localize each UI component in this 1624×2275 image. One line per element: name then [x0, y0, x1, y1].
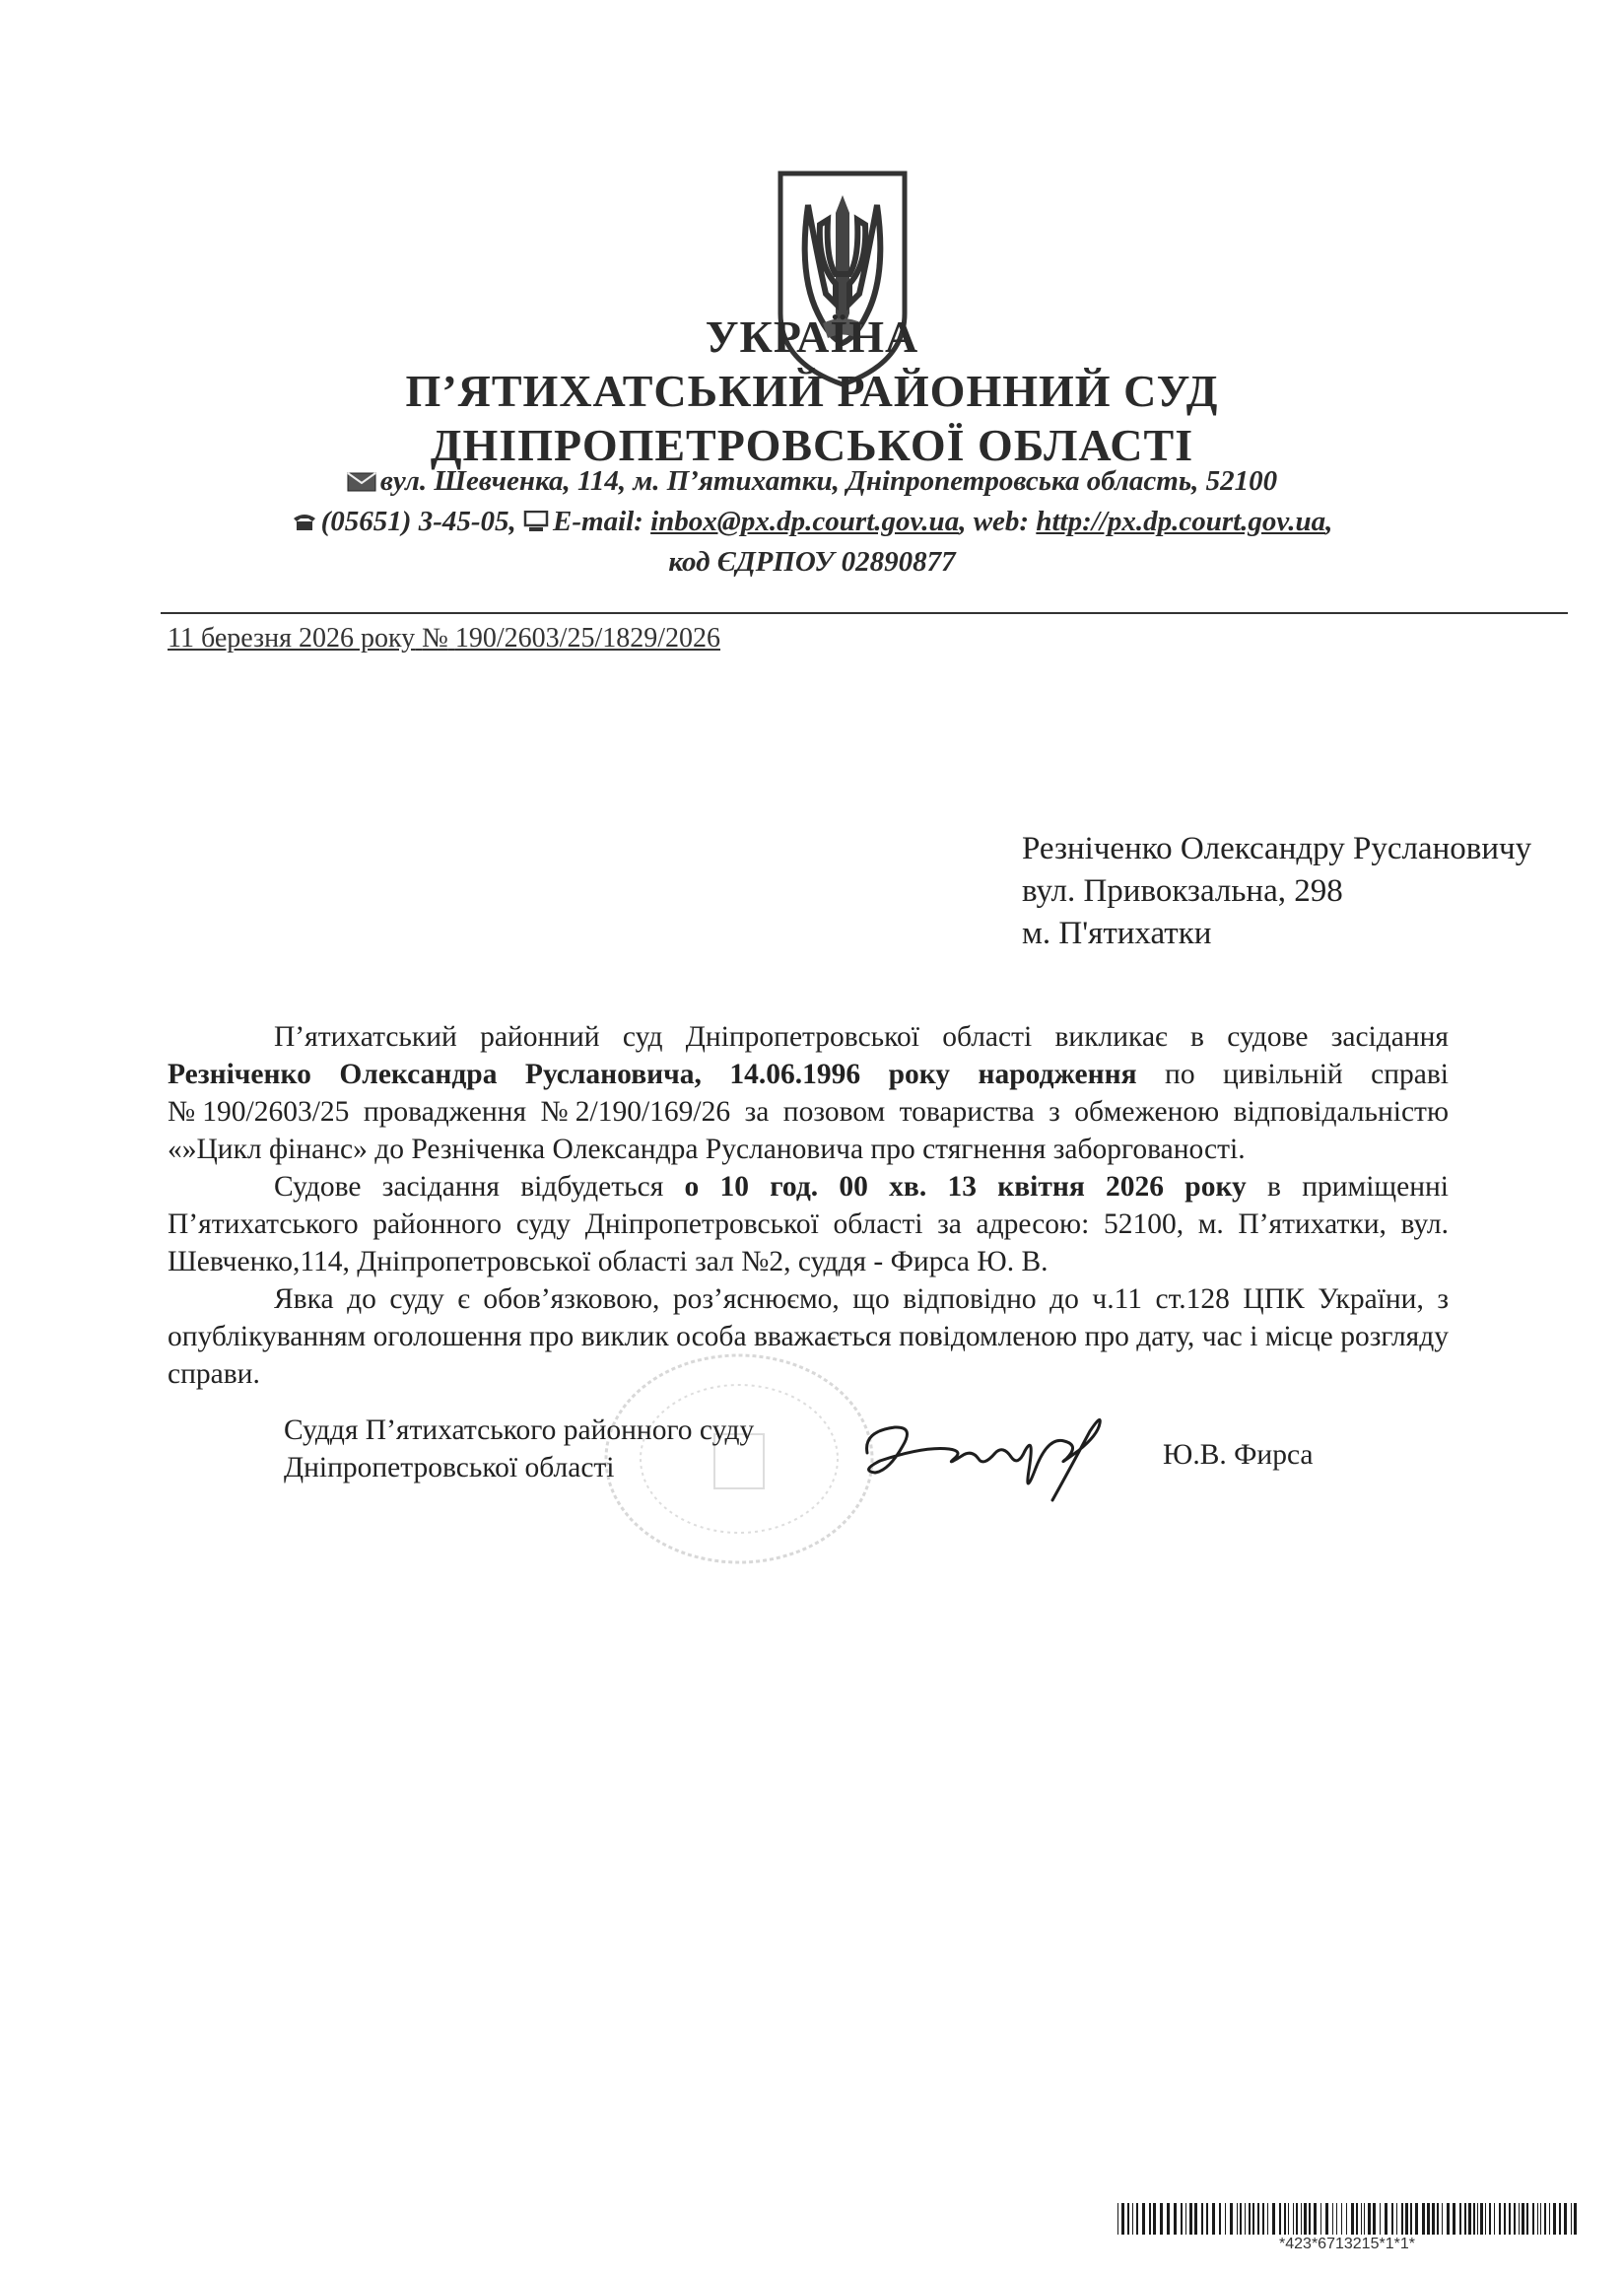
barcode-bar	[1564, 2203, 1567, 2235]
body-paragraph-summons	[168, 1018, 1449, 1168]
barcode-bar	[1325, 2203, 1328, 2235]
barcode-bar	[1336, 2203, 1337, 2235]
hearing-location: в приміщенні П’ятихатського районного суду Дніпропетровської області за адресою: 52100, м. П’ятихатки, вул. Шевченко,114, Дніпропетровської області зал №2, суддя - Фирса Ю. В.	[168, 1171, 1449, 1277]
barcode-bar	[1201, 2203, 1203, 2235]
barcode-bar	[1540, 2203, 1541, 2235]
letter-date: 11 березня 2026 року	[168, 623, 416, 654]
barcode-bar	[1489, 2203, 1491, 2235]
barcode-bar	[1304, 2203, 1307, 2235]
barcode-bar	[1396, 2203, 1397, 2235]
barcode-bar	[1385, 2203, 1387, 2235]
barcode-bar	[1427, 2203, 1430, 2235]
barcode-bar	[1480, 2203, 1483, 2235]
barcode-bar	[1522, 2203, 1524, 2235]
summons-text: П’ятихатський районний суд Дніпропетровської області викликає в судове засідання	[274, 1021, 1449, 1053]
barcode-bar	[1309, 2203, 1311, 2235]
header-divider	[161, 612, 1568, 614]
barcode-bar	[1240, 2203, 1242, 2235]
barcode-bar	[1415, 2203, 1418, 2235]
addressee-name: Резніченко Олександру Руслановичу	[1022, 831, 1532, 866]
barcode-bar	[1332, 2203, 1333, 2235]
barcode-bar	[1432, 2203, 1435, 2235]
barcode-bar	[1437, 2203, 1439, 2235]
barcode-bar	[1296, 2203, 1298, 2235]
barcode-bar	[1473, 2203, 1475, 2235]
barcode-bar	[1160, 2203, 1163, 2235]
court-email-link[interactable]: inbox@px.dp.court.gov.ua	[650, 506, 960, 537]
signatory-title-line1: Суддя П’ятихатського районного суду	[284, 1414, 755, 1446]
email-label: E-mail:	[553, 506, 643, 537]
barcode-number: *423*6713215*1*1*	[1279, 2236, 1415, 2252]
barcode-bar	[1519, 2203, 1520, 2235]
barcode-bar	[1526, 2203, 1528, 2235]
phone-icon	[292, 508, 317, 540]
summoned-person: Резніченко Олександра Руслановича, 14.06.1996 року народження	[168, 1059, 1137, 1090]
barcode-bar	[1356, 2203, 1358, 2235]
hearing-datetime: о 10 год. 00 хв. 13 квітня 2026 року	[684, 1171, 1247, 1203]
court-address-line	[0, 465, 1624, 500]
barcode-bar	[1272, 2203, 1275, 2235]
barcode-bar	[1288, 2203, 1289, 2235]
barcode-bar	[1553, 2203, 1556, 2235]
barcode-bar	[1284, 2203, 1286, 2235]
barcode-bar	[1494, 2203, 1495, 2235]
signatory-name: Ю.В. Фирса	[1163, 1439, 1314, 1471]
barcode-bar	[1167, 2203, 1170, 2235]
barcode-bar	[1571, 2203, 1572, 2235]
barcode-bar	[1341, 2203, 1342, 2235]
barcode-bar	[1225, 2203, 1226, 2235]
handwritten-signature	[855, 1402, 1141, 1510]
barcode-bar	[1189, 2203, 1192, 2235]
barcode-bar	[1136, 2203, 1138, 2235]
court-address: вул. Шевченка, 114, м. П’ятихатки, Дніпропетровська область, 52100	[379, 465, 1278, 497]
barcode-bar	[1174, 2203, 1177, 2235]
barcode-bar	[1405, 2203, 1408, 2235]
letter-number-label: №	[422, 623, 448, 654]
barcode-bar	[1380, 2203, 1381, 2235]
barcode-bar	[1293, 2203, 1294, 2235]
barcode-bar	[1574, 2203, 1577, 2235]
barcode-bar	[1442, 2203, 1443, 2235]
barcode-bar	[1391, 2203, 1393, 2235]
barcode-bar	[1194, 2203, 1197, 2235]
header-court-name: П’ЯТИХАТСЬКИЙ РАЙОННИЙ СУД	[405, 366, 1219, 416]
barcode-bar	[1314, 2203, 1317, 2235]
signatory-title-line2: Дніпропетровської області	[284, 1452, 615, 1483]
barcode-bar	[1422, 2203, 1425, 2235]
barcode-bar	[1267, 2203, 1268, 2235]
header-region: ДНІПРОПЕТРОВСЬКОЇ ОБЛАСТІ	[430, 420, 1194, 470]
barcode-bar	[1206, 2203, 1208, 2235]
barcode-bar	[1346, 2203, 1347, 2235]
barcode-bar	[1185, 2203, 1186, 2235]
barcode-bar	[1559, 2203, 1561, 2235]
barcode-bar	[1257, 2203, 1259, 2235]
barcode-bar	[1447, 2203, 1450, 2235]
barcode-bar	[1153, 2203, 1156, 2235]
barcode-bar	[1279, 2203, 1281, 2235]
barcode-bar	[1230, 2203, 1233, 2235]
barcode-bar	[1477, 2203, 1478, 2235]
header-country: УКРАЇНА	[705, 311, 919, 362]
barcode-bar	[1499, 2203, 1501, 2235]
barcode-bar	[1537, 2203, 1538, 2235]
barcode-bar	[1237, 2203, 1238, 2235]
court-contacts-line	[0, 506, 1624, 540]
barcode-bar	[1459, 2203, 1461, 2235]
barcode	[1116, 2203, 1579, 2235]
addressee-city: м. П'ятихатки	[1022, 916, 1212, 951]
letter-date-number	[168, 623, 720, 655]
web-tail: ,	[1325, 506, 1333, 537]
barcode-bar	[1212, 2203, 1215, 2235]
body-paragraph-attendance: Явка до суду є обов’язковою, роз’яснюємо, що відповідно до ч.11 ст.128 ЦПК України, з опублікуванням оголошення про виклик особа вважається повідомленою про дату, час і місце розгляду справи.	[168, 1283, 1449, 1390]
barcode-bar	[1351, 2203, 1354, 2235]
barcode-bar	[1468, 2203, 1471, 2235]
barcode-bar	[1485, 2203, 1486, 2235]
web-label: , web:	[959, 506, 1030, 537]
barcode-bar	[1142, 2203, 1145, 2235]
court-website-link[interactable]: http://px.dp.court.gov.ua	[1036, 506, 1326, 537]
barcode-bar	[1544, 2203, 1546, 2235]
barcode-bar	[1549, 2203, 1550, 2235]
barcode-bar	[1514, 2203, 1516, 2235]
barcode-bar	[1301, 2203, 1302, 2235]
barcode-bar	[1121, 2203, 1124, 2235]
barcode-bar	[1149, 2203, 1151, 2235]
barcode-bar	[1219, 2203, 1221, 2235]
barcode-bar	[1504, 2203, 1506, 2235]
case-details: по цивільній справі №190/2603/25 провадження №2/190/169/26 за позовом товариства з обмеженою відповідальністю «»Цикл фінанс» до Резніченка Олександра Руслановича про стягнення заборгованості.	[168, 1059, 1449, 1165]
barcode-bar	[1252, 2203, 1254, 2235]
barcode-bar	[1245, 2203, 1246, 2235]
barcode-bar	[1249, 2203, 1251, 2235]
barcode-bar	[1373, 2203, 1376, 2235]
envelope-icon	[347, 467, 376, 500]
letter-body	[168, 1018, 1449, 1393]
barcode-bar	[1410, 2203, 1412, 2235]
court-code: код ЄДРПОУ 02890877	[668, 546, 956, 578]
barcode-bar	[1509, 2203, 1511, 2235]
computer-icon	[523, 508, 549, 540]
barcode-bar	[1532, 2203, 1534, 2235]
barcode-bar	[1320, 2203, 1321, 2235]
barcode-bar	[1132, 2203, 1133, 2235]
barcode-bar	[1464, 2203, 1466, 2235]
barcode-bar	[1361, 2203, 1362, 2235]
court-phone: (05651) 3-45-05,	[320, 506, 516, 537]
addressee-street: вул. Привокзальна, 298	[1022, 873, 1343, 909]
barcode-bar	[1181, 2203, 1183, 2235]
letter-number: 190/2603/25/1829/2026	[454, 623, 721, 654]
barcode-bar	[1364, 2203, 1365, 2235]
barcode-bar	[1401, 2203, 1403, 2235]
hearing-text: Судове засідання відбудеться	[274, 1171, 685, 1203]
barcode-bar	[1127, 2203, 1129, 2235]
barcode-bar	[1368, 2203, 1371, 2235]
barcode-bar	[1262, 2203, 1264, 2235]
court-seal-stamp	[591, 1341, 887, 1577]
barcode-bar	[1453, 2203, 1455, 2235]
body-paragraph-hearing	[168, 1168, 1449, 1280]
barcode-bar	[1117, 2203, 1118, 2235]
